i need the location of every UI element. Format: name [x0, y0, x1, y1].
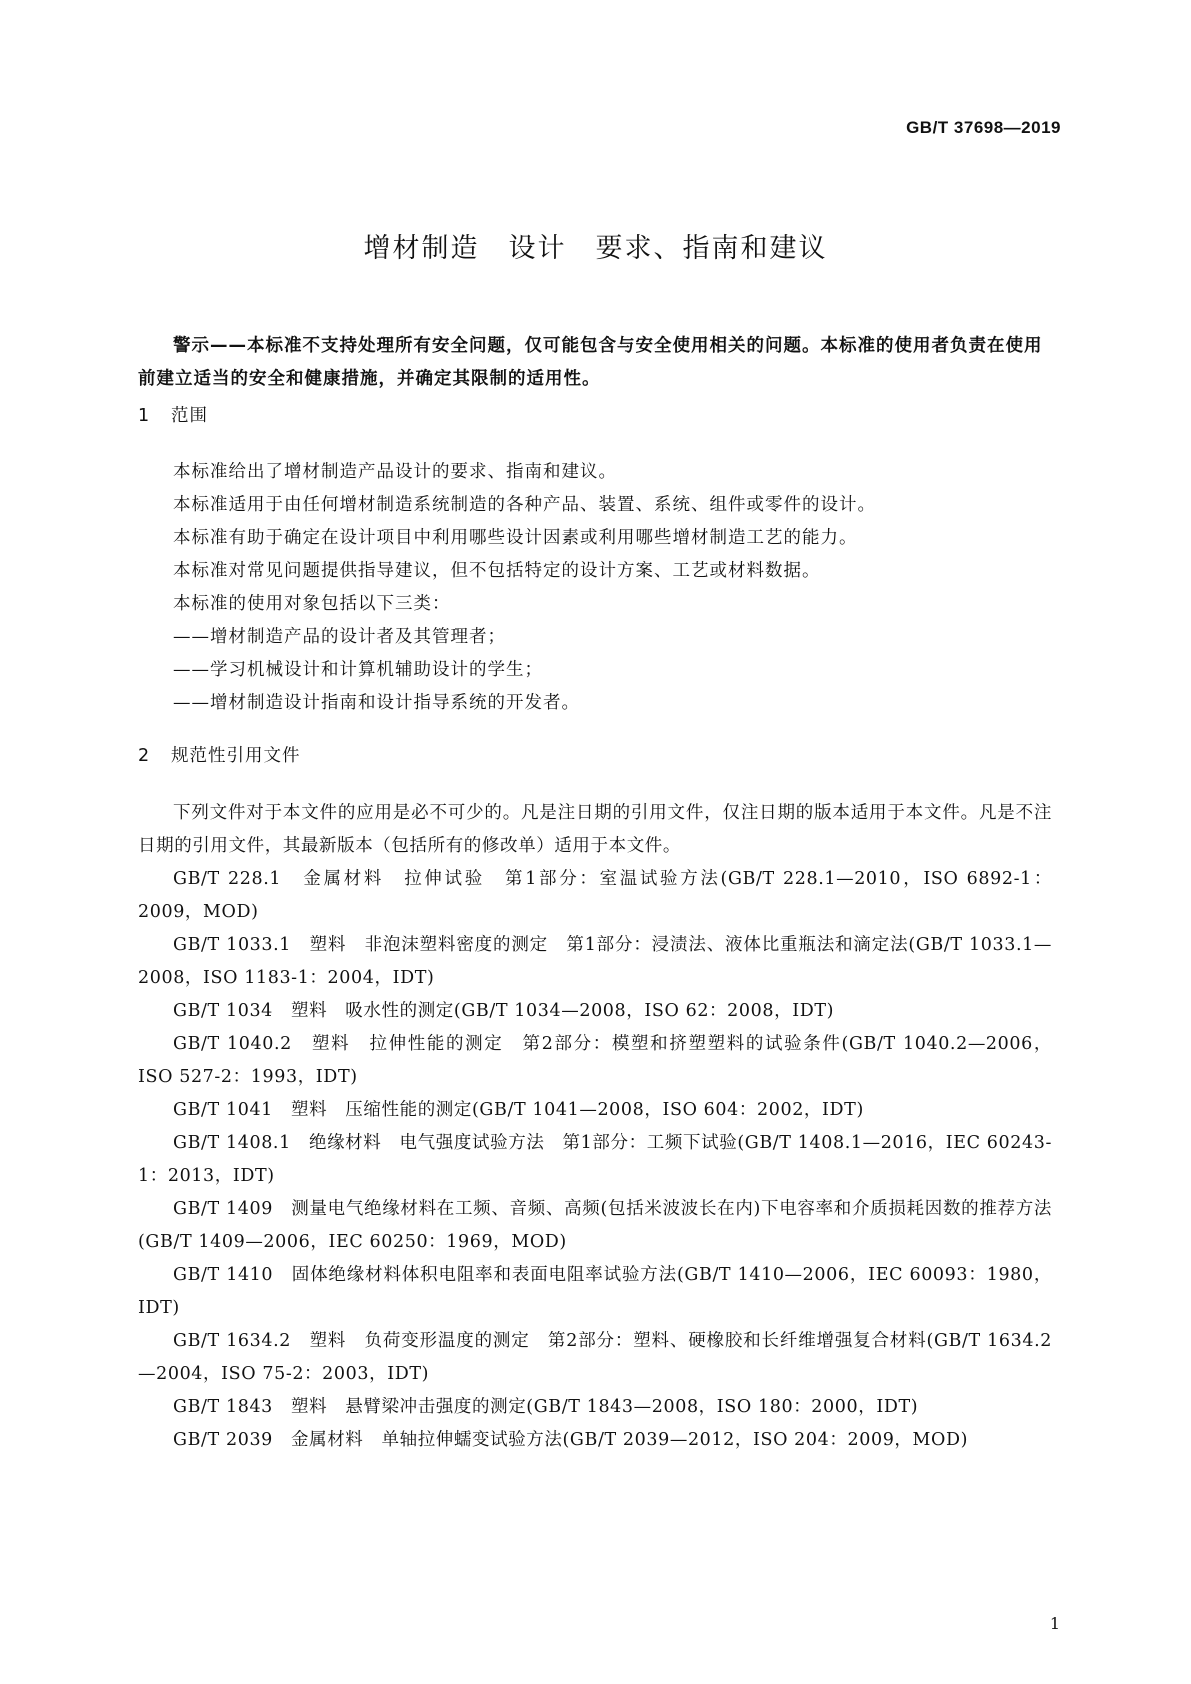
paragraph: 本标准对常见问题提供指导建议，但不包括特定的设计方案、工艺或材料数据。 [173, 561, 821, 581]
paragraph: 本标准给出了增材制造产品设计的要求、指南和建议。 [173, 462, 617, 482]
list-item: ——增材制造设计指南和设计指导系统的开发者。 [173, 693, 580, 713]
section-title: 规范性引用文件 [171, 746, 301, 766]
standard-code: GB/T 37698—2019 [906, 118, 1061, 137]
reference-item: GB/T 1033.1 塑料 非泡沫塑料密度的测定 第1部分：浸渍法、液体比重瓶法和滴定法(GB/T 1033.1—2008，ISO 1183-1：2004，IDT) [138, 935, 1052, 988]
paragraph: 本标准有助于确定在设计项目中利用哪些设计因素或利用哪些增材制造工艺的能力。 [173, 528, 858, 548]
section-2-body [138, 797, 1052, 1457]
reference-item: GB/T 1409 测量电气绝缘材料在工频、音频、高频(包括米波波长在内)下电容率和介质损耗因数的推荐方法(GB/T 1409—2006，IEC 60250：1969，MOD) [138, 1199, 1052, 1252]
list-item: ——学习机械设计和计算机辅助设计的学生； [173, 660, 543, 680]
list-item: ——增材制造产品的设计者及其管理者； [173, 627, 506, 647]
section-1-body [138, 456, 1052, 720]
intro-paragraph: 下列文件对于本文件的应用是必不可少的。凡是注日期的引用文件，仅注日期的版本适用于本文件。凡是不注日期的引用文件，其最新版本（包括所有的修改单）适用于本文件。 [138, 803, 1052, 856]
warning-notice: 警示——本标准不支持处理所有安全问题，仅可能包含与安全使用相关的问题。本标准的使用者负责在使用前建立适当的安全和健康措施，并确定其限制的适用性。 [138, 336, 1043, 389]
reference-item: GB/T 1040.2 塑料 拉伸性能的测定 第2部分：模塑和挤塑塑料的试验条件(GB/T 1040.2—2006，ISO 527-2：1993，IDT) [138, 1034, 1052, 1087]
reference-item: GB/T 1843 塑料 悬臂梁冲击强度的测定(GB/T 1843—2008，ISO 180：2000，IDT) [173, 1397, 919, 1417]
reference-item: GB/T 1041 塑料 压缩性能的测定(GB/T 1041—2008，ISO 604：2002，IDT) [173, 1100, 864, 1120]
reference-item: GB/T 1410 固体绝缘材料体积电阻率和表面电阻率试验方法(GB/T 1410—2006，IEC 60093：1980，IDT) [138, 1265, 1052, 1318]
reference-item: GB/T 228.1 金属材料 拉伸试验 第1部分：室温试验方法(GB/T 228.1—2010，ISO 6892-1：2009，MOD) [138, 869, 1052, 922]
section-title: 范围 [171, 406, 208, 426]
reference-item: GB/T 1034 塑料 吸水性的测定(GB/T 1034—2008，ISO 62：2008，IDT) [173, 1001, 835, 1021]
reference-item: GB/T 1408.1 绝缘材料 电气强度试验方法 第1部分：工频下试验(GB/T 1408.1—2016，IEC 60243-1：2013，IDT) [138, 1133, 1052, 1186]
paragraph: 本标准适用于由任何增材制造系统制造的各种产品、装置、系统、组件或零件的设计。 [173, 495, 876, 515]
paragraph: 本标准的使用对象包括以下三类： [173, 594, 451, 614]
page-number: 1 [1049, 1614, 1060, 1633]
reference-item: GB/T 1634.2 塑料 负荷变形温度的测定 第2部分：塑料、硬橡胶和长纤维增强复合材料(GB/T 1634.2—2004，ISO 75-2：2003，IDT) [138, 1331, 1052, 1384]
section-2-heading [138, 742, 301, 767]
section-1-heading [138, 402, 208, 427]
section-number: 2 [138, 746, 151, 766]
reference-item: GB/T 2039 金属材料 单轴拉伸蠕变试验方法(GB/T 2039—2012，ISO 204：2009，MOD) [173, 1430, 969, 1450]
document-title: 增材制造 设计 要求、指南和建议 [363, 233, 828, 264]
section-number: 1 [138, 406, 151, 426]
